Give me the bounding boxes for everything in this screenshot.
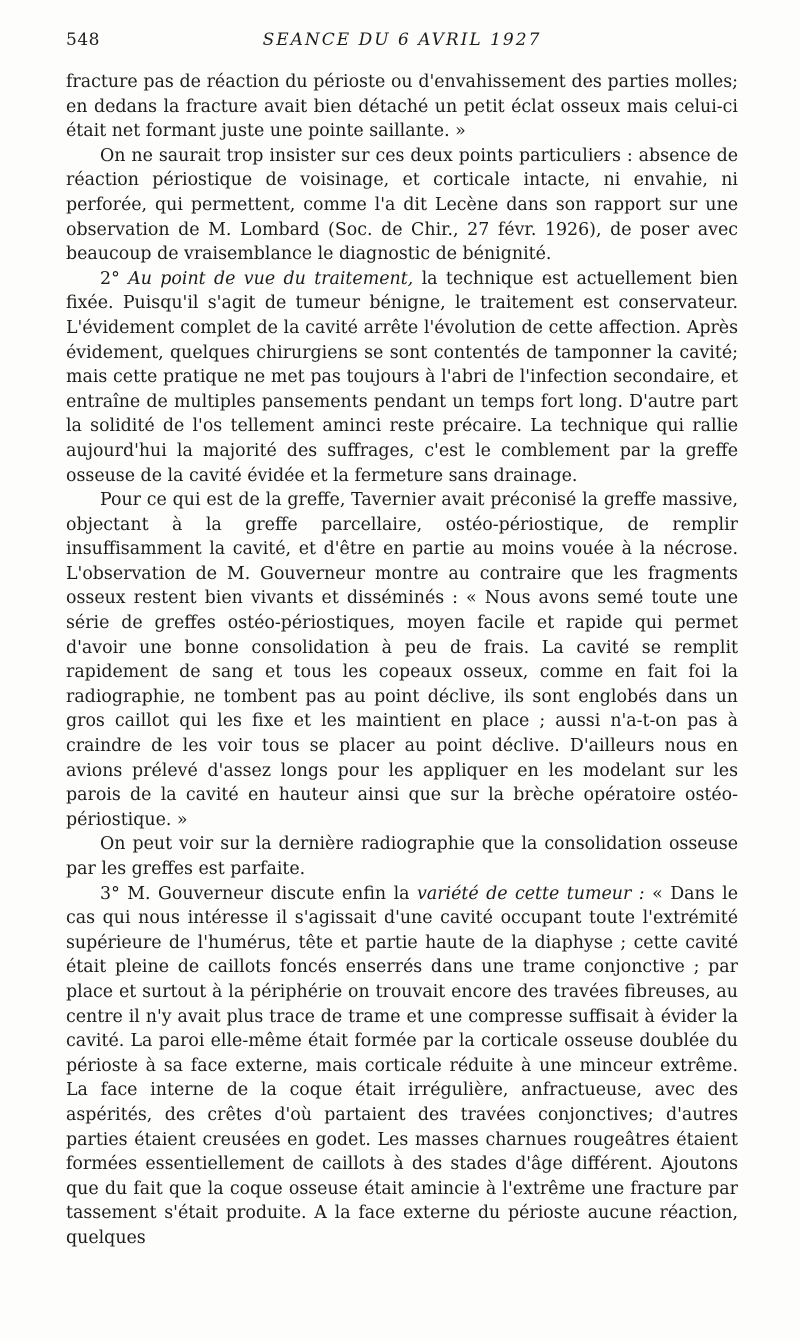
paragraph: fracture pas de réaction du périoste ou d'envahissement des parties molles; en dedans la fracture avait bien détaché un petit éclat osseux mais celui-ci était net formant juste une pointe saillante. » (66, 72, 738, 142)
paragraph: On peut voir sur la dernière radiographie que la consolidation osseuse par les greffes est parfaite. (66, 834, 738, 879)
italic-phrase: variété de cette tumeur : (417, 883, 645, 904)
paragraph: 2° Au point de vue du traitement, la technique est actuellement bien fixée. Puisqu'il s'agit de tumeur bénigne, le traitement est conservateur. L'évidement complet de la cavité arrête l'évolution de cette affection. Après évidement, quelques chirurgiens se sont contentés de tamponner la cavité; mais cette pratique ne met pas toujours à l'abri de l'infection secondaire, et entraîne de multiples pansements pendant un temps fort long. D'autre part la solidité de l'os tellement aminci reste précaire. La technique qui rallie aujourd'hui la majorité des suffrages, c'est le comblement par la greffe osseuse de la cavité évidée et la fermeture sans drainage. (66, 268, 738, 486)
paragraph: Pour ce qui est de la greffe, Tavernier avait préconisé la greffe massive, objectant à la greffe parcellaire, ostéo-périostique, de remplir insuffisamment la cavité, et d'être en partie au moins vouée à la nécrose. L'observation de M. Gouverneur montre au contraire que les fragments osseux restent bien vivants et disséminés : « Nous avons semé toute une série de greffes ostéo-périostiques, moyen facile et rapide qui permet d'avoir une bonne consolidation à peu de frais. La cavité se remplit rapidement de sang et tous les copeaux osseux, comme en fait foi la radiographie, ne tombent pas au point déclive, ils sont englobés dans un gros caillot qui les fixe et les maintient en place ; aussi n'a-t-on pas à craindre de les voir tous se placer au point déclive. D'ailleurs nous en avions prélevé d'assez longs pour les appliquer en les modelant sur les parois de la cavité en hauteur ainsi que sur la brèche opératoire ostéo-périostique. » (66, 490, 738, 830)
page-number: 548 (66, 30, 100, 50)
page-header (66, 30, 738, 54)
paragraph: 3° M. Gouverneur discute enfin la variété de cette tumeur : « Dans le cas qui nous intéresse il s'agissait d'une cavité occupant toute l'extrémité supérieure de l'humérus, tête et partie haute de la diaphyse ; cette cavité était pleine de caillots foncés enserrés dans une trame conjonctive ; par place et surtout à la périphérie on trouvait encore des travées fibreuses, au centre il n'y avait plus trace de trame et une compresse suffisait à évider la cavité. La paroi elle-même était formée par la corticale osseuse doublée du périoste à sa face externe, mais corticale réduite à une minceur extrême. La face interne de la coque était irrégulière, anfractueuse, avec des aspérités, des crêtes d'où partaient des travées conjonctives; d'autres parties étaient creusées en godet. Les masses charnues rougeâtres étaient formées essentiellement de caillots à des stades d'âge différent. Ajoutons que du fait que la coque osseuse était amincie à l'extrême une fracture par tassement s'était produite. A la face externe du périoste aucune réaction, quelques (66, 883, 738, 1248)
paragraph: On ne saurait trop insister sur ces deux points particuliers : absence de réaction périostique de voisinage, et corticale intacte, ni envahie, ni perforée, qui permettent, comme l'a dit Lecène dans son rapport sur une observation de M. Lombard (Soc. de Chir., 27 févr. 1926), de poser avec beaucoup de vraisemblance le diagnostic de bénignité. (66, 145, 738, 265)
running-title: SEANCE DU 6 AVRIL 1927 (262, 30, 542, 50)
body-text (66, 70, 738, 1251)
italic-phrase: Au point de vue du traitement, (128, 268, 414, 289)
